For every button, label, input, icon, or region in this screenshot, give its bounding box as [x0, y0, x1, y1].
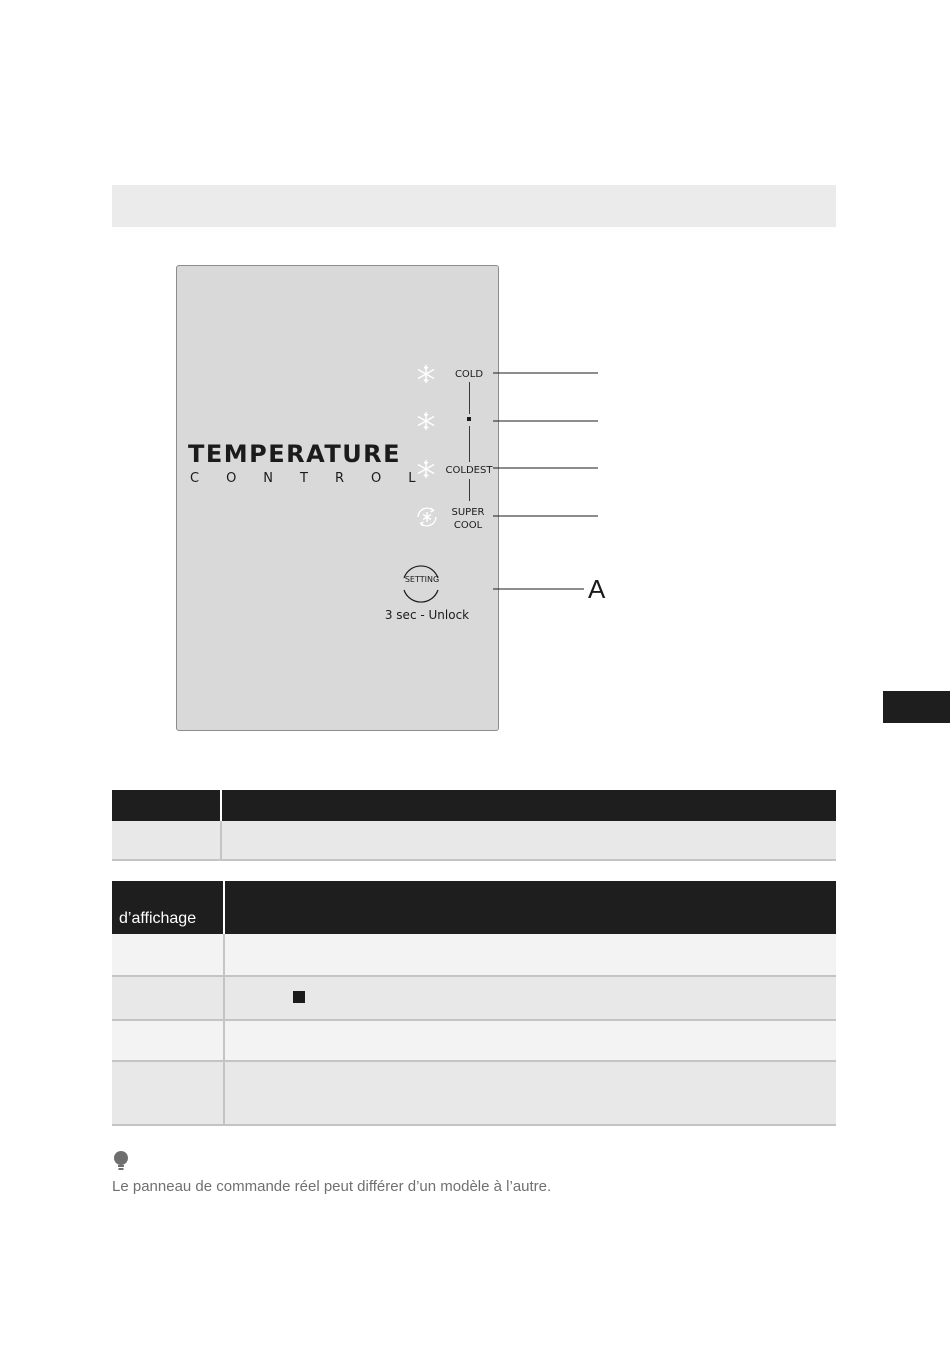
table-header: [112, 790, 836, 821]
indicator-square-icon: [293, 991, 305, 1003]
table-row: [112, 1021, 836, 1062]
table-row: [112, 1062, 836, 1126]
panel-subtitle: CONTROL: [190, 471, 443, 486]
panel-title: TEMPERATURE: [188, 440, 402, 468]
button-table: [112, 790, 836, 861]
table-header: [112, 881, 836, 934]
table-row: [112, 821, 836, 861]
note-text: Le panneau de commande réel peut différer d’un modèle à l’autre.: [112, 1178, 552, 1195]
table-row: [112, 977, 836, 1021]
indicator-label-cold: COLD: [454, 369, 484, 380]
indicator-label-coldest: COLDEST: [445, 465, 493, 476]
callout-label-a: A: [588, 574, 606, 604]
setting-button-label: SETTING: [404, 575, 440, 584]
unlock-hint: 3 sec - Unlock: [384, 608, 470, 622]
indicator-label-super-cool: SUPER COOL: [451, 507, 485, 531]
display-table: [112, 881, 836, 1126]
table-header-display: d’affichage: [119, 910, 197, 927]
lightbulb-icon: [113, 1151, 129, 1171]
table-row: [112, 934, 836, 977]
